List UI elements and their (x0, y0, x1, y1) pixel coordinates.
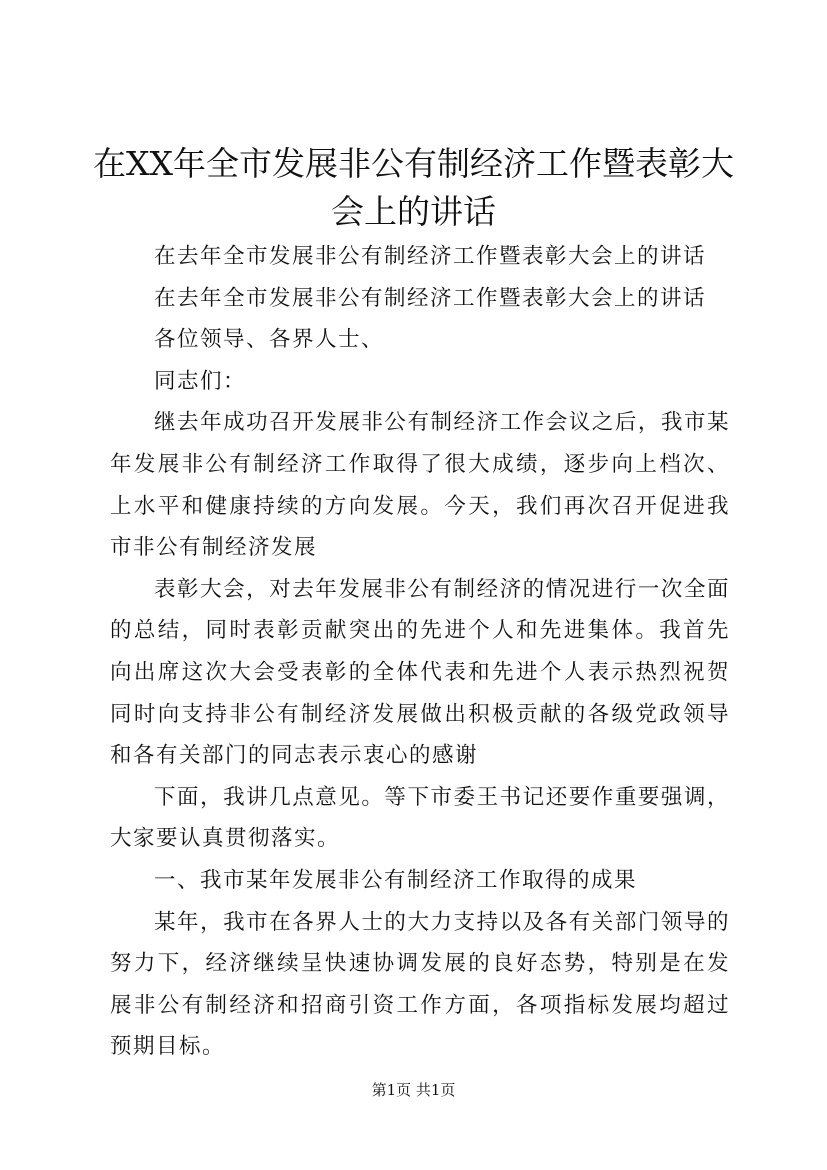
paragraph-salutation-1: 各位领导、各界人士、 (154, 327, 385, 353)
document-title: 在XX年全市发展非公有制经济工作暨表彰大会上的讲话 (93, 144, 734, 231)
paragraph-body-1: 继去年成功召开发展非公有制经济工作会议之后，我市某年发展非公有制经济工作取得了很大成绩，逐步向上档次、上水平和健康持续的方向发展。今天，我们再次召开促进我市非公有制经济发展 (110, 410, 730, 561)
page-number-footer: 第1页 共1页 (371, 1081, 456, 1099)
paragraph-body-3: 下面，我讲几点意见。等下市委王书记还要作重要强调，大家要认真贯彻落实。 (110, 784, 730, 852)
paragraph-subtitle-1: 在去年全市发展非公有制经济工作暨表彰大会上的讲话 (154, 244, 707, 269)
paragraph-heading-1: 一、我市某年发展非公有制经济工作取得的成果 (154, 867, 638, 893)
paragraph-body-2: 表彰大会，对去年发展非公有制经济的情况进行一次全面的总结，同时表彰贡献突出的先进个人和先进集体。我首先向出席这次大会受表彰的全体代表和先进个人表示热烈祝贺同时向支持非公有制经济发展做出积极贡献的各级党政领导和各有关部门的同志表示衷心的感谢 (110, 576, 730, 769)
paragraph-salutation-2: 同志们： (154, 368, 247, 394)
paragraph-body-4: 某年，我市在各界人士的大力支持以及各有关部门领导的努力下，经济继续呈快速协调发展的良好态势，特别是在发展非公有制经济和招商引资工作方面，各项指标发展均超过预期目标。 (110, 909, 730, 1060)
paragraph-subtitle-2: 在去年全市发展非公有制经济工作暨表彰大会上的讲话 (154, 285, 707, 311)
document-body (110, 236, 730, 1068)
